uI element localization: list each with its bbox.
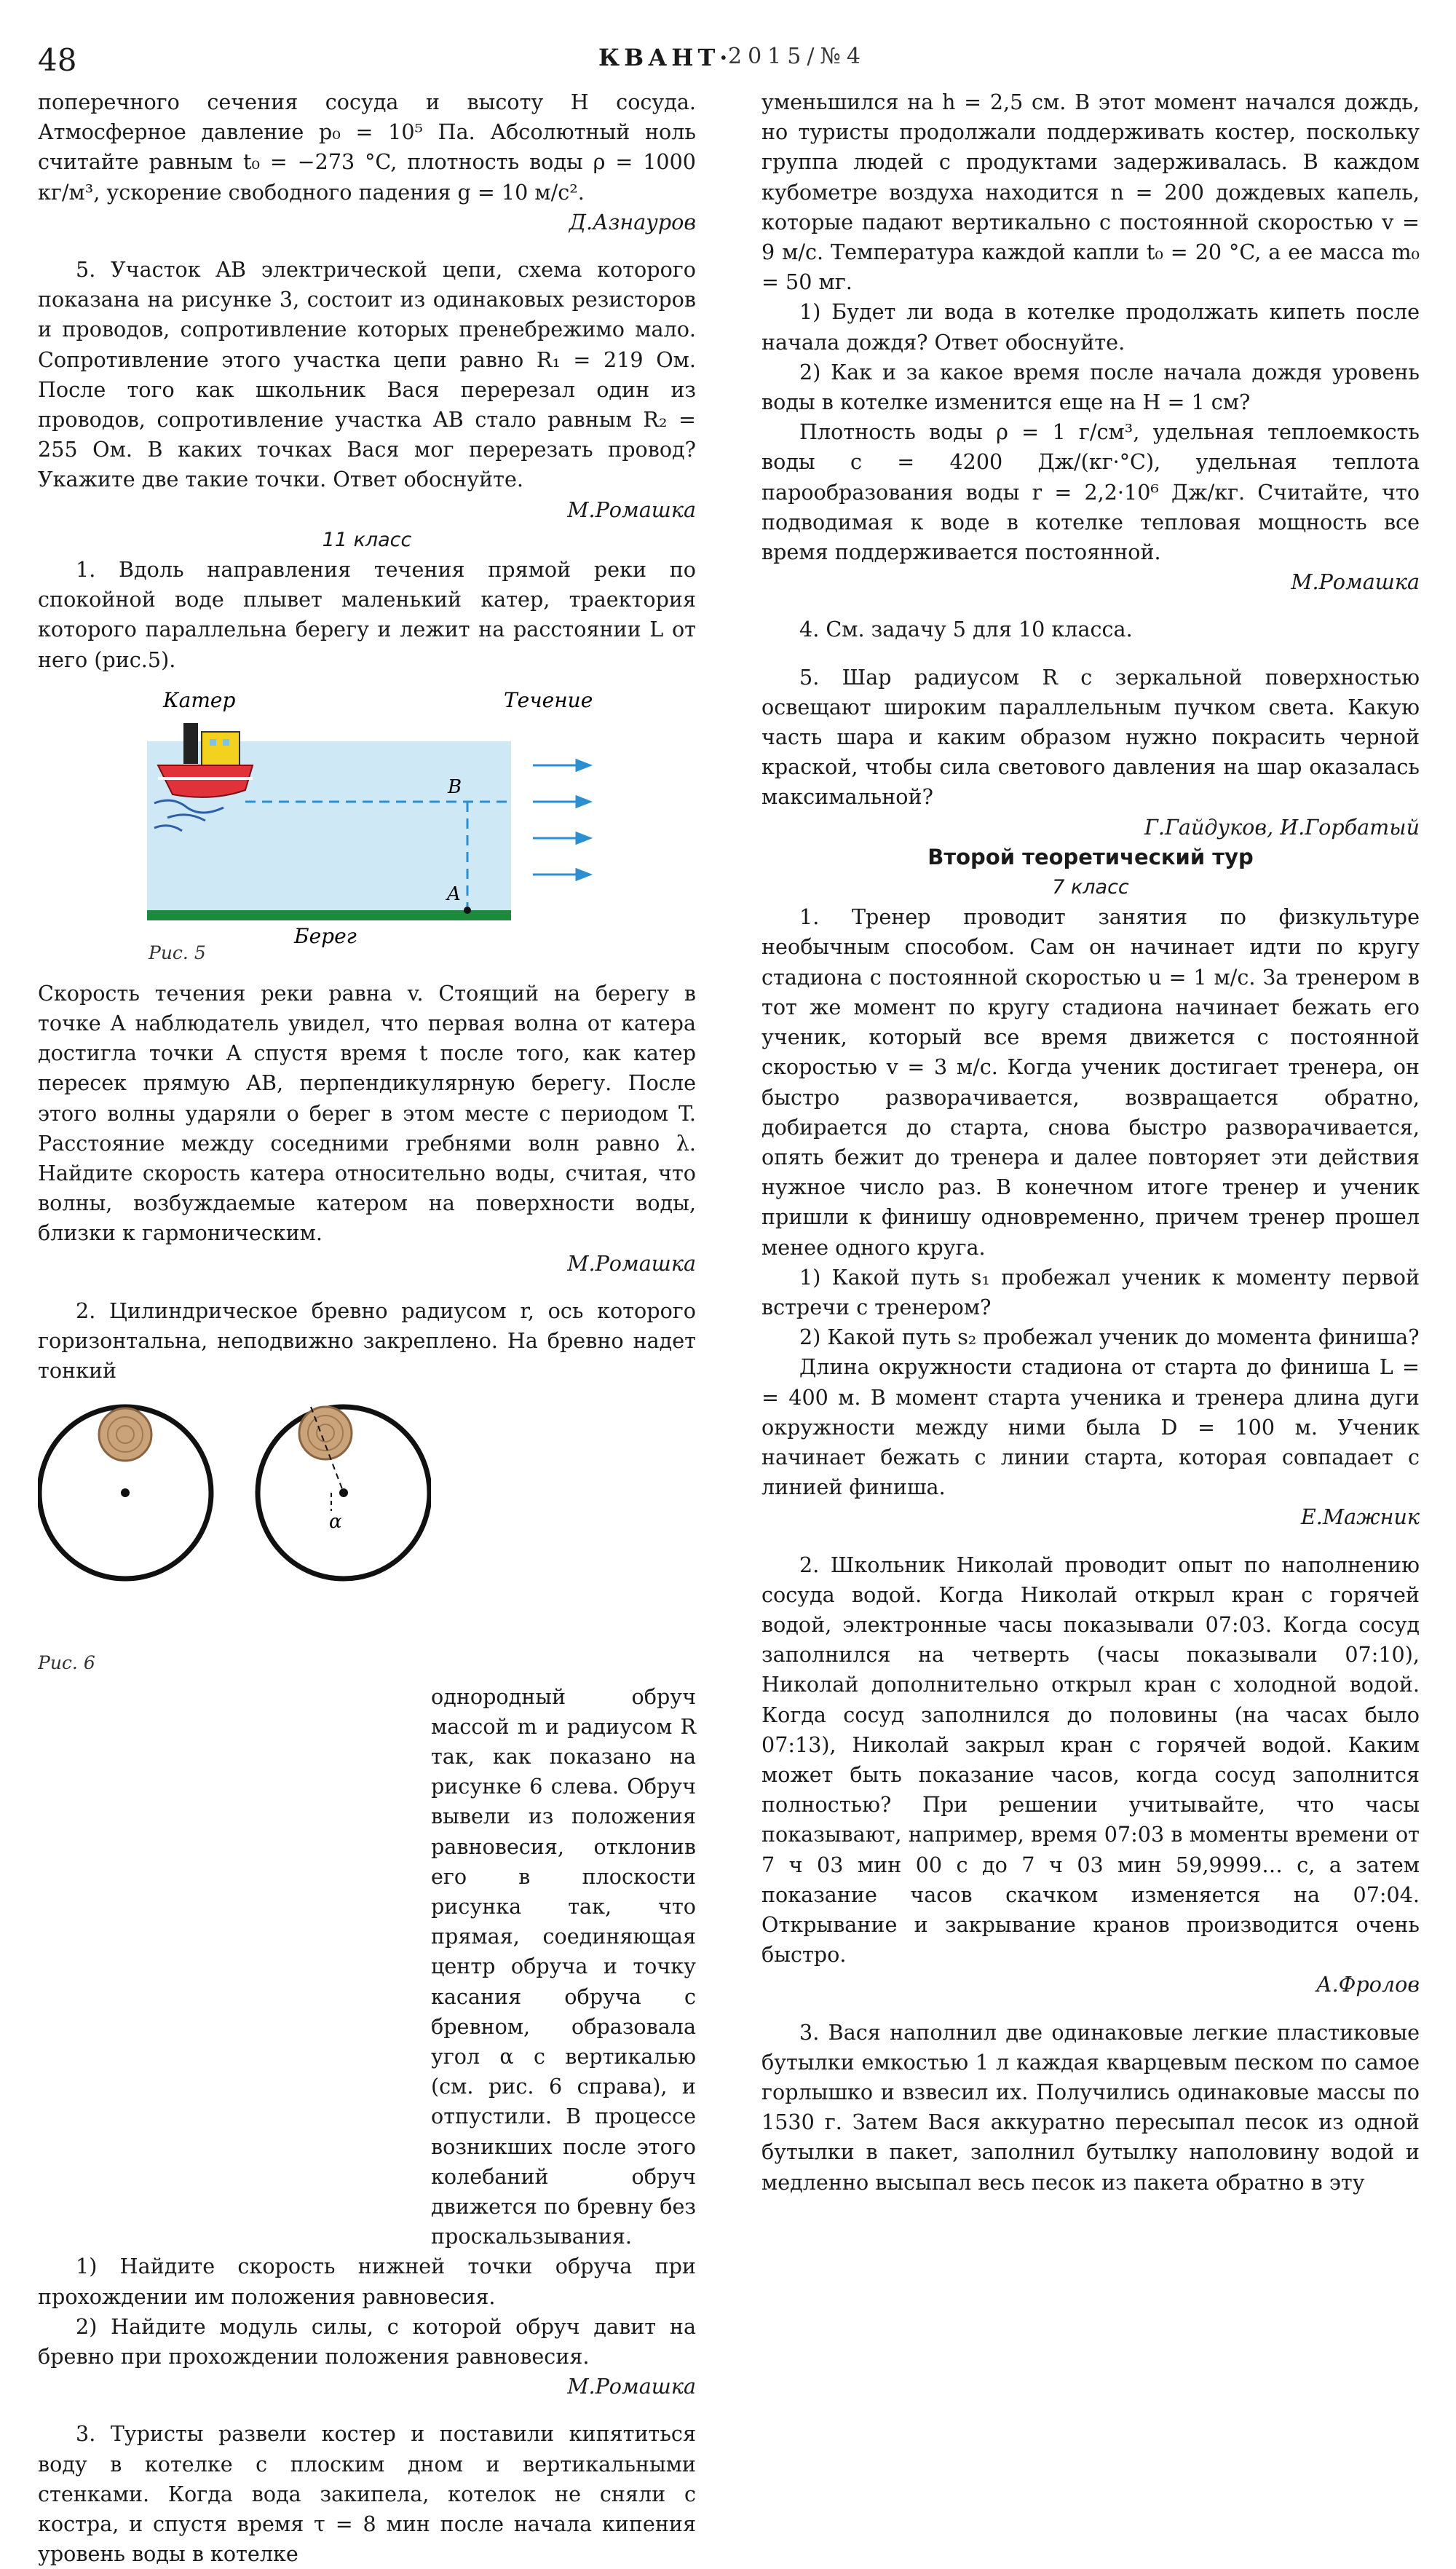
- author: М.Ромашка: [567, 497, 696, 522]
- author: А.Фролов: [1315, 1972, 1420, 1997]
- paragraph: 5. Участок AB электрической цепи, схема которого показана на рисунке 3, состоит из одинаковых резисторов и проводов, сопротивление которых пренебрежимо мало. Сопротивление этого участка цепи равно R₁ = 219 Ом. После того как школьник Вася перерезал один из проводов, сопротивление участка AB стало равным R₂ = 255 Ом. В каких точках Вася мог перерезать провод? Укажите две такие точки. Ответ обоснуйте.: [38, 257, 696, 492]
- author: Г.Гайдуков, И.Горбатый: [1144, 814, 1420, 840]
- author: Е.Мажник: [1300, 1504, 1420, 1530]
- hoop-diagram: [38, 1391, 431, 1682]
- paragraph: 3. Вася наполнил две одинаковые легкие пластиковые бутылки емкостью 1 л каждая кварцевым песком по самое горлышко и взвесил их. Получились одинаковые массы по 1530 г. Затем Вася аккуратно пересыпал песок из одной бутылки в пакет, заполнил бутылку наполовину водой и медленно высыпал весь песок из пакета обратно в эту: [761, 2019, 1420, 2195]
- point-a: [464, 907, 471, 914]
- right-column: [761, 87, 1420, 2198]
- hoop-center-right: [339, 1488, 348, 1497]
- paragraph: 2) Какой путь s₂ пробежал ученик до момента финиша?: [799, 1325, 1420, 1350]
- paragraph: 2. Школьник Николай проводит опыт по наполнению сосуда водой. Когда Николай открыл кран с горячей водой, электронные часы показывали 07:03. Когда сосуд заполнился на четверть (часы показывали 07:10), Николай дополнительно открыл кран с холодной водой. Когда сосуд заполнился до половины (на часах было 07:13), Николай закрыл кран с горячей водой. Каким может быть показание часов, когда сосуд заполнится полностью? При решении учитывайте, что часы показывают, например, время 07:03 в моменты времени от 7 ч 03 мин 00 с до 7 ч 03 мин 59,9999… с, а затем показание часов скачком изменяется на 07:04. Открывание и закрывание кранов производится очень быстро.: [761, 1552, 1420, 1968]
- paragraph: Скорость течения реки равна v. Стоящий на берегу в точке A наблюдатель увидел, что первая волна от катера достигла точки A спустя время t после того, как катер пересек прямую AB, перпендикулярную берегу. После этого волны ударяли о берег в этом месте с периодом T. Расстояние между соседними гребнями волн равно λ. Найдите скорость катера относительно воды, считая, что волны, возбуждаемые катером на поверхности воды, близки к гармоническим.: [38, 980, 696, 1246]
- river-diagram: [38, 679, 696, 974]
- figure-6: [38, 1391, 696, 1682]
- section-heading: 7 класс: [1052, 876, 1129, 899]
- label-b: B: [448, 776, 462, 798]
- page-number: 48: [38, 42, 77, 78]
- label-alpha: α: [329, 1510, 342, 1533]
- paragraph: Длина окружности стадиона от старта до финиша L = = 400 м. В момент старта ученика и тренера длина дуги окружности между ними была D = 100 м. Ученик начинает бежать с линии старта, которая совпадает с линией финиша.: [761, 1354, 1420, 1500]
- author: М.Ромашка: [1291, 569, 1420, 595]
- section-heading: 11 класс: [322, 528, 412, 551]
- paragraph: 3. Туристы развели костер и поставили кипятиться воду в котелке с плоским дном и вертикальными стенками. Когда вода закипела, котелок не сняли с костра, и спустя время τ = 8 мин после начала кипения уровень воды в котелке: [38, 2421, 696, 2567]
- paragraph: 5. Шар радиусом R с зеркальной поверхностью освещают широким параллельным пучком света. Какую часть шара и каким образом нужно покрасить черной краской, чтобы сила светового давления на шар оказалась максимальной?: [761, 664, 1420, 810]
- paragraph: 1) Найдите скорость нижней точки обруча при прохождении им положения равновесия.: [38, 2254, 696, 2309]
- author: М.Ромашка: [567, 1250, 696, 1276]
- paragraph: 2) Как и за какое время после начала дождя уровень воды в котелке изменится еще на H = 1 см?: [761, 359, 1420, 415]
- label-a: A: [447, 883, 461, 905]
- issue-number: 2015/№4: [728, 44, 866, 69]
- paragraph: однородный обруч массой m и радиусом R так, как показано на рисунке 6 слева. Обруч вывели из положения равновесия, отклонив его в плоскости рисунка так, что прямая, соединяющая центр обруча и точку касания обруча с бревном, образовала угол α с вертикалью (см. рис. 6 справа), и отпустили. В процессе возникших после этого колебаний обруч движется по бревну без проскальзывания.: [431, 1684, 696, 2249]
- paragraph: поперечного сечения сосуда и высоту H сосуда. Атмосферное давление p₀ = 10⁵ Па. Абсолютный ноль считайте равным t₀ = −273 °C, плотность воды ρ = 1000 кг/м³, ускорение свободного падения g = 10 м/с².: [38, 90, 696, 205]
- paragraph: 1. Тренер проводит занятия по физкультуре необычным способом. Сам он начинает идти по кругу стадиона с постоянной скоростью u = 1 м/с. За тренером в тот же момент по кругу стадиона начинает бежать его ученик, который все время движется с постоянной скоростью v = 3 м/с. Когда ученик достигает тренера, он быстро разворачивается, возвращается обратно, добирается до старта, снова быстро разворачивается, опять бежит до тренера и далее повторяет эти действия нужное число раз. В конечном итоге тренер и ученик пришли к финишу одновременно, причем тренер прошел менее одного круга.: [761, 904, 1420, 1260]
- figure-caption: Рис. 5: [149, 942, 206, 963]
- paragraph: 1) Какой путь s₁ пробежал ученик к моменту первой встречи с тренером?: [761, 1264, 1420, 1319]
- paragraph: 1. Вдоль направления течения прямой реки по спокойной воде плывет маленький катер, траектория которого параллельна берегу и лежит на расстоянии L от него (рис.5).: [38, 557, 696, 672]
- author: М.Ромашка: [567, 2374, 696, 2399]
- flow-arrows: [533, 760, 590, 880]
- label-boat: Катер: [163, 687, 236, 712]
- left-column: [38, 87, 696, 2569]
- label-flow: Течение: [504, 687, 593, 712]
- paragraph: 2) Найдите модуль силы, с которой обруч давит на бревно при прохождении положения равновесия.: [38, 2313, 696, 2369]
- river-bank: [147, 910, 511, 920]
- label-bank: Берег: [294, 923, 357, 948]
- paragraph: Плотность воды ρ = 1 г/см³, удельная теплоемкость воды c = 4200 Дж/(кг·°C), удельная теплота парообразования воды r = 2,2·10⁶ Дж/кг. Считайте, что подводимая к воде в котелке тепловая мощность все время поддерживается постоянной.: [761, 419, 1420, 565]
- figure-5: [38, 679, 696, 974]
- paragraph: 1) Будет ли вода в котелке продолжать кипеть после начала дождя? Ответ обоснуйте.: [761, 299, 1420, 355]
- paragraph: уменьшился на h = 2,5 см. В этот момент начался дождь, но туристы продолжали поддерживать костер, поскольку группа людей с продуктами задерживалась. В каждом кубометре воздуха находится n = 200 дождевых капель, которые падают вертикально с постоянной скоростью v = 9 м/с. Температура каждой капли t₀ = 20 °C, а ее масса m₀ = 50 мг.: [761, 90, 1420, 295]
- paragraph: 4. См. задачу 5 для 10 класса.: [799, 617, 1133, 642]
- section-title: Второй теоретический тур: [927, 844, 1254, 869]
- author: Д.Азнауров: [569, 209, 696, 234]
- log-right: [299, 1407, 352, 1459]
- journal-title: КВАНТ·: [598, 44, 732, 71]
- log-left: [99, 1408, 151, 1461]
- hoop-center-left: [121, 1488, 130, 1497]
- paragraph: 2. Цилиндрическое бревно радиусом r, ось которого горизонтальна, неподвижно закреплено. На бревно надет тонкий: [38, 1298, 696, 1384]
- figure-caption: Рис. 6: [38, 1652, 95, 1673]
